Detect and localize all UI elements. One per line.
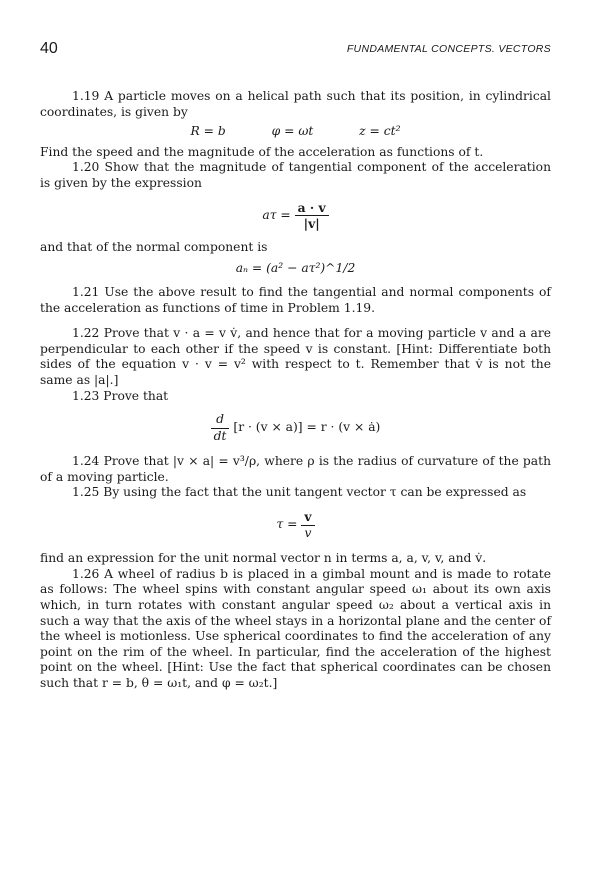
problem-1-20: 1.20 Show that the magnitude of tangential component of the acceleration is given by the expression: [40, 160, 551, 190]
eq-a-tau-lhs: aτ =: [262, 207, 291, 222]
equation-1-20b: aₙ = (a² − aτ²)^1/2: [235, 261, 356, 276]
problem-1-22: 1.22 Prove that v · a = v v̇, and hence that for a moving particle v and a are perpendicular to each other if the speed v is constant. [Hint: Differentiate both sides of the equation v · v = v² with respect to t. Remember that v̇ is not the same as |a|.]: [40, 326, 551, 387]
problem-1-24: 1.24 Prove that |v × a| = v³/ρ, where ρ is the radius of curvature of the path of a moving particle.: [40, 454, 551, 484]
eq-d-numerator: d: [211, 412, 230, 429]
equation-1-20a: [40, 200, 551, 232]
eq-r: R = b: [190, 124, 226, 139]
eq-a-tau-fraction: [295, 200, 329, 232]
eq-phi: φ = ωt: [271, 124, 314, 139]
eq-tau-lhs: τ =: [276, 517, 298, 532]
problem-1-20-mid: and that of the normal component is: [40, 239, 268, 254]
eq-triple-product: [r · (v × a)] = r · (v × ȧ): [233, 420, 381, 435]
page-number: 40: [40, 40, 58, 57]
problem-1-19: 1.19 A particle moves on a helical path such that its position, in cylindrical coordinates, is given by: [40, 89, 551, 119]
problem-1-19-tail: Find the speed and the magnitude of the acceleration as functions of t.: [40, 144, 484, 159]
problem-1-25-tail: find an expression for the unit normal vector n in terms a, a, v, v, and v̇.: [40, 551, 487, 566]
equation-1-23: [40, 412, 551, 444]
equation-1-19: [40, 124, 551, 140]
eq-tau-numerator: v: [301, 509, 314, 526]
problem-1-26: 1.26 A wheel of radius b is placed in a gimbal mount and is made to rotate as follows: The wheel spins with constant angular speed ω₁ about its own axis which, in turn rotates with constant angular speed ω₂ about a vertical axis in such a way that the axis of the wheel stays in a horizontal plane and the center of the wheel is motionless. Use spherical coordinates to find the acceleration of any point on the rim of the wheel. In particular, find the acceleration of the highest point on the wheel. [Hint: Use the fact that spherical coordinates can be chosen such that r = b, θ = ω₁t, and φ = ω₂t.]: [40, 566, 551, 690]
page-body: [40, 89, 551, 692]
eq-a-tau-numerator: a · v: [295, 200, 329, 217]
problem-1-25: 1.25 By using the fact that the unit tangent vector τ can be expressed as: [72, 485, 527, 500]
eq-a-tau-denominator: |v|: [303, 216, 320, 232]
problem-1-23: 1.23 Prove that: [72, 388, 169, 403]
running-title: FUNDAMENTAL CONCEPTS. VECTORS: [346, 43, 551, 55]
equation-1-25: [40, 509, 551, 541]
eq-tau-fraction: [301, 509, 314, 541]
eq-z: z = ct²: [359, 124, 401, 139]
eq-dt-denominator: dt: [213, 428, 227, 443]
eq-tau-denominator: v: [304, 525, 312, 540]
problem-1-21: 1.21 Use the above result to find the tangential and normal components of the acceleration as functions of time in Problem 1.19.: [40, 284, 551, 315]
eq-d-dt: [211, 412, 230, 444]
